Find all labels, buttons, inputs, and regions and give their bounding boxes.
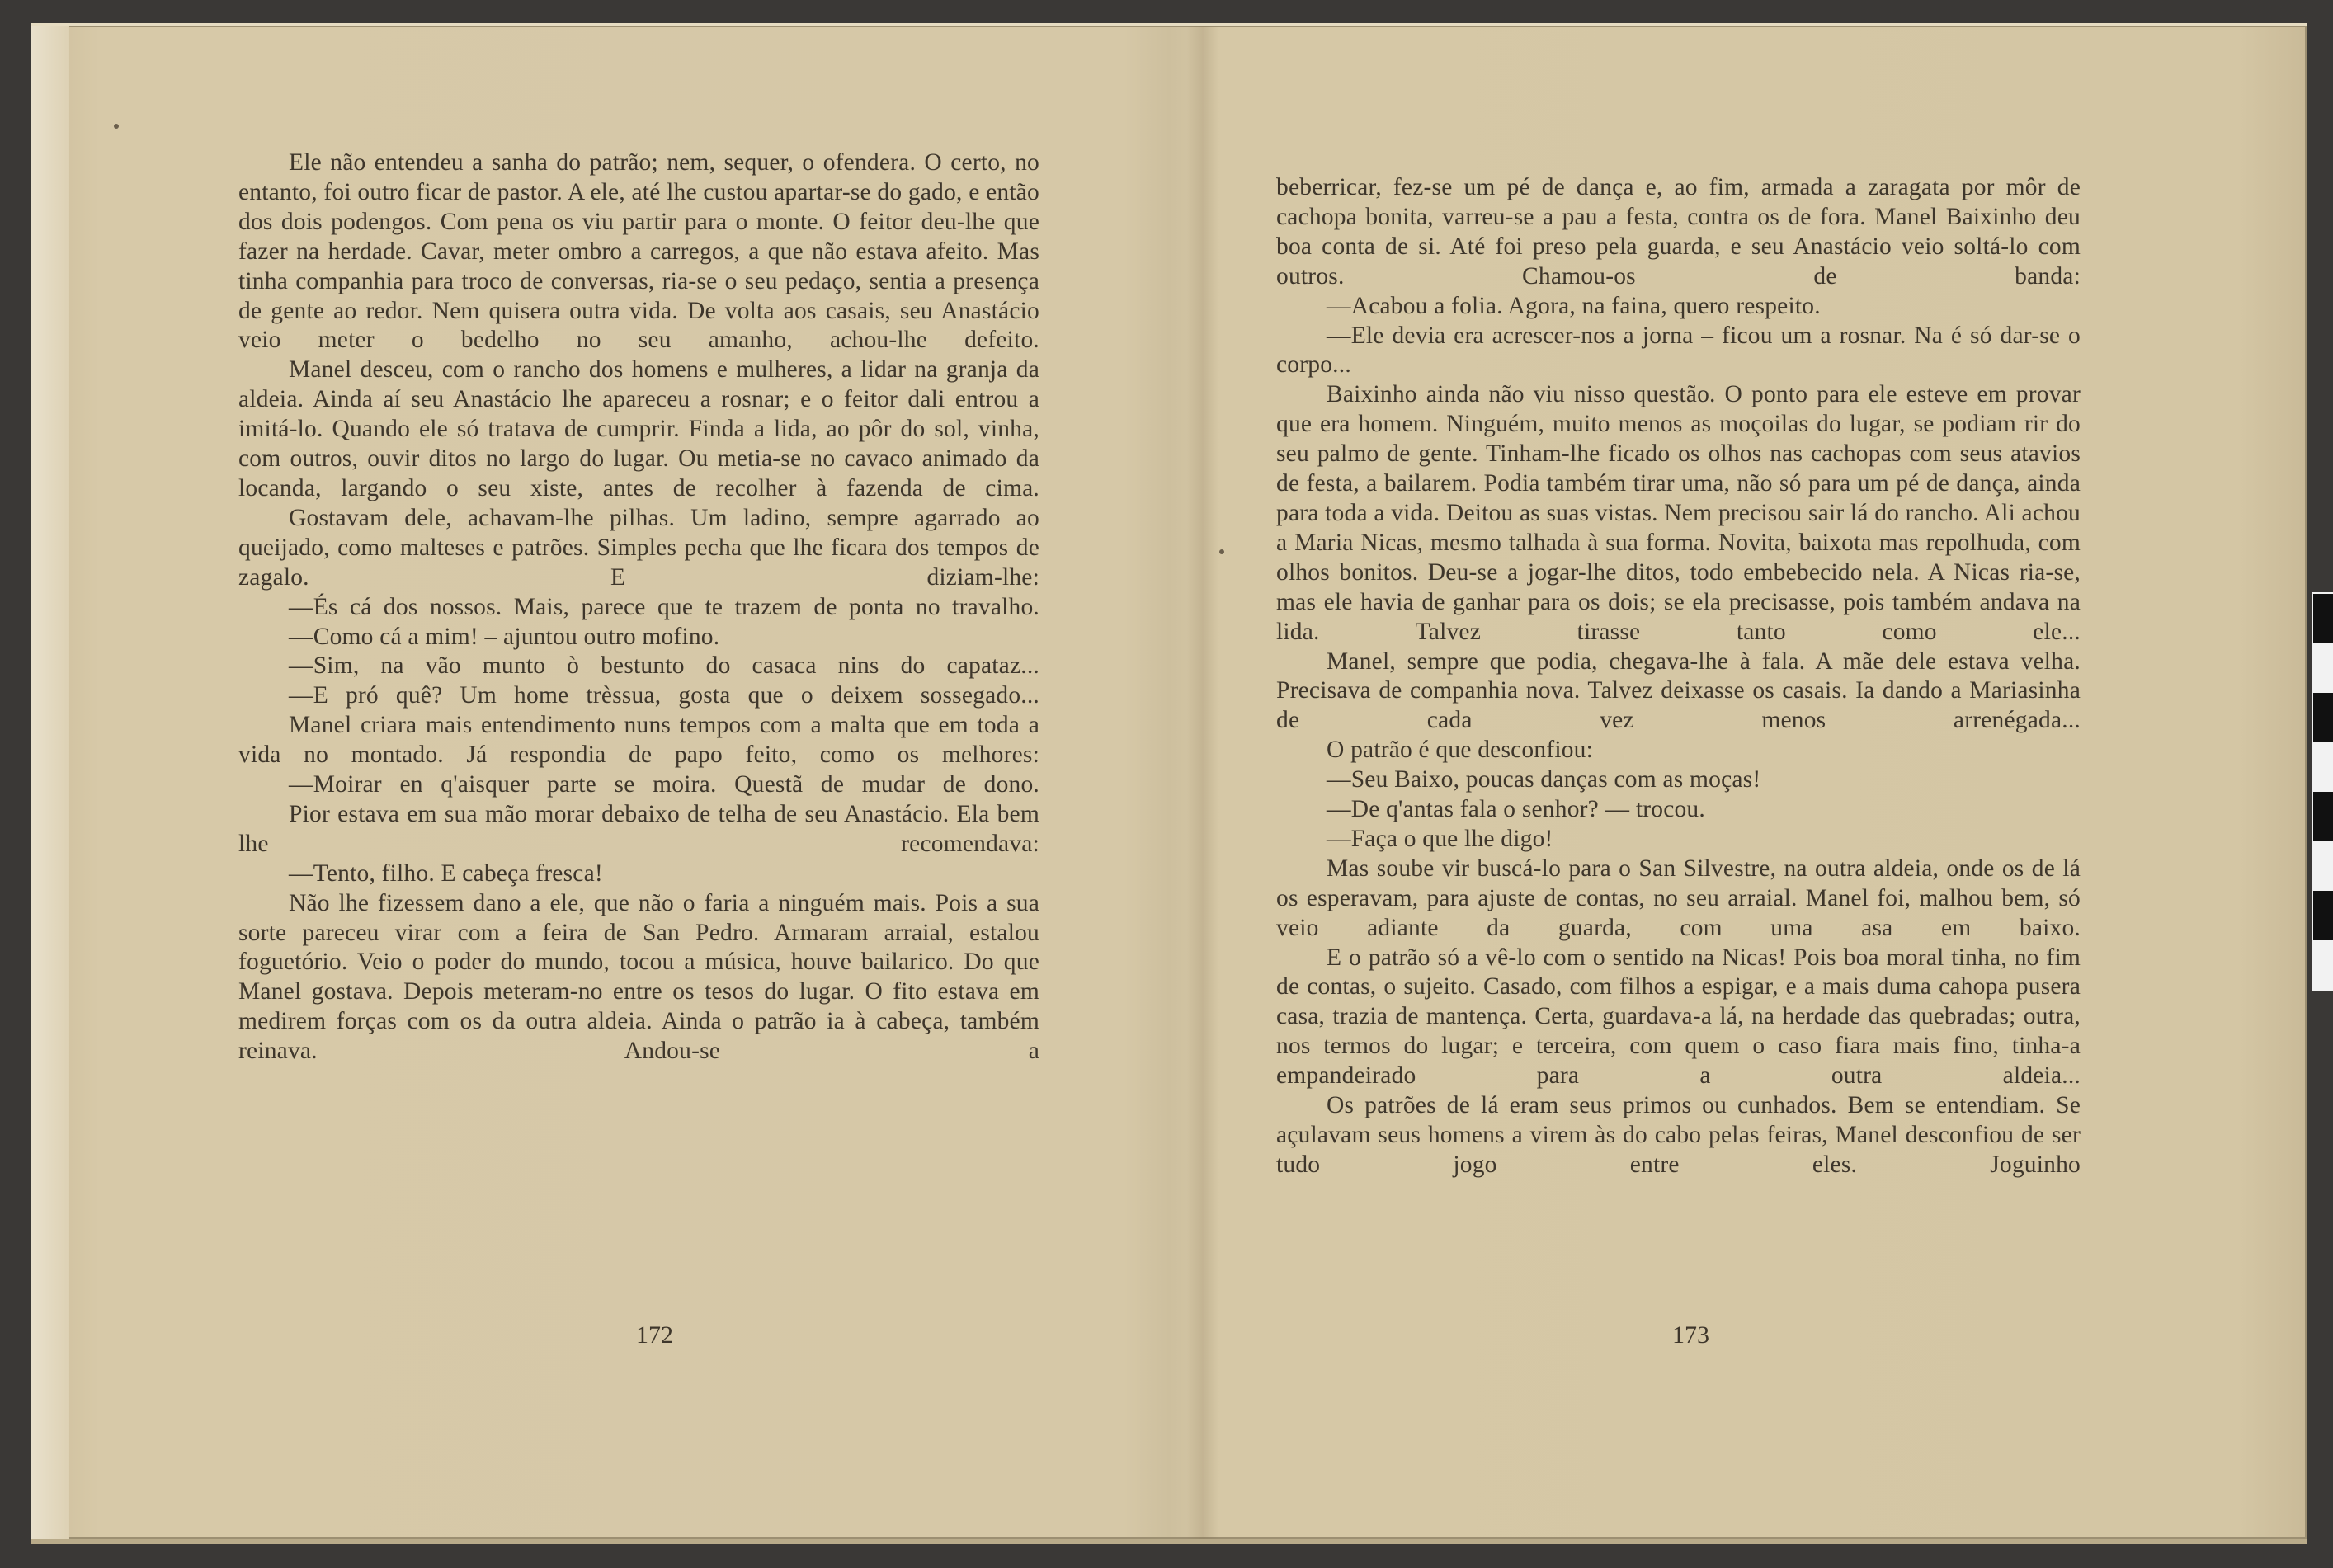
paragraph: beberricar, fez-se um pé de dança e, ao fim, armada a zaragata por môr de cachopa bonita, varreu-se a pau a festa, contra os de fora. Manel Baixinho deu boa conta de si. Até foi preso pela guarda, e seu Anastácio veio soltá-lo com outros. Chamou-os de banda: xyxy=(1276,174,2081,290)
paper-speck xyxy=(1219,549,1224,554)
paragraph: Mas soube vir buscá-lo para o San Silvestre, na outra aldeia, onde os de lá os esperavam, para ajuste de contas, no seu arraial. Manel foi, malhou bem, só veio adiante da guarda, com uma asa em baixo. xyxy=(1276,855,2081,941)
paragraph: E o patrão só a vê-lo com o sentido na Nicas! Pois boa moral tinha, no fim de contas, o sujeito. Casado, com filhos a espigar, e a mais duma cahopa pusera casa, trazia de mantença. Certa, guardava-a lá, na herdade das quebradas; outra, nos termos do lugar; e terceira, com quem o caso fiara mais fino, tinha-a empandeirado para a outra aldeia... xyxy=(1276,944,2081,1090)
paragraph: Ele não entendeu a sanha do patrão; nem, sequer, o ofendera. O certo, no entanto, foi outro ficar de pastor. A ele, até lhe custou apartar-se do gado, e então dos dois podengos. Com pena os viu partir para o monte. O feitor deu-lhe que fazer na herdade. Cavar, meter ombro a carregos, a que não estava afeito. Mas tinha companhia para troco de conversas, ria-se o seu pedaço, sentia a presença de gente ao redor. Nem quisera outra vida. De volta aos casais, seu Anastácio veio meter o bedelho no seu amanho, achou-lhe defeito. xyxy=(238,149,1039,354)
dialogue-line: —És cá dos nossos. Mais, parece que te trazem de ponta no travalho. xyxy=(289,593,1039,620)
paragraph: Não lhe fizessem dano a ele, que não o faria a ninguém mais. Pois a sua sorte pareceu virar com a feira de San Pedro. Armaram arraial, estalou foguetório. Veio o poder do mundo, tocou a música, houve bailarico. Do que Manel gostava. Depois meteram-no entre os tesos do lugar. O fito estava em medirem forças com os da outra aldeia. Ainda o patrão ia à cabeça, também reinava. Andou-se a xyxy=(238,889,1039,1065)
book-gutter xyxy=(1186,26,1219,1539)
page-number-left: 172 xyxy=(636,1321,673,1349)
dialogue-line: —Faça o que lhe digo! xyxy=(1327,825,1553,852)
paragraph: Manel desceu, com o rancho dos homens e mulheres, a lidar na granja da aldeia. Ainda aí seu Anastácio lhe apareceu a rosnar; e o feitor dali entrou a imitá-lo. Quando ele só tratava de cumprir. Finda a lida, ao pôr do sol, vinha, com outros, ouvir ditos no largo do lugar. Ou metia-se no cavaco animado da locanda, largando o seu xiste, antes de recolher à fazenda de cima. xyxy=(238,356,1039,501)
color-scale-bar xyxy=(2312,592,2333,991)
paper-speck xyxy=(114,124,119,129)
dialogue-line: —Ele devia era acrescer-nos a jorna – ficou um a rosnar. Na é só dar-se o corpo... xyxy=(1276,322,2081,379)
dialogue-line: —Seu Baixo, poucas danças com as moças! xyxy=(1327,766,1761,793)
paragraph: Pior estava em sua mão morar debaixo de telha de seu Anastácio. Ela bem lhe recomendava: xyxy=(238,800,1039,857)
paragraph: Gostavam dele, achavam-lhe pilhas. Um ladino, sempre agarrado ao queijado, como malteses e patrões. Simples pecha que lhe ficara dos tempos de zagalo. E diziam-lhe: xyxy=(238,504,1039,591)
left-page-text xyxy=(238,148,1039,1067)
dialogue-line: —Como cá a mim! – ajuntou outro mofino. xyxy=(289,623,720,650)
dialogue-line: —Moirar en q'aisquer parte se moira. Questã de mudar de dono. xyxy=(289,771,1039,798)
dialogue-line: —Acabou a folia. Agora, na faina, quero respeito. xyxy=(1327,292,1821,319)
paragraph: Manel criara mais entendimento nuns tempos com a malta que em toda a vida no montado. Já respondia de papo feito, como os melhores: xyxy=(238,712,1039,769)
dialogue-line: —Tento, filho. E cabeça fresca! xyxy=(289,859,603,887)
dialogue-line: —De q'antas fala o senhor? — trocou. xyxy=(1327,796,1705,823)
book-edge xyxy=(31,26,69,1539)
dialogue-line: —E pró quê? Um home trèssua, gosta que o deixem sossegado... xyxy=(289,682,1039,709)
dialogue-line: —Sim, na vão munto ò bestunto do casaca nins do capataz... xyxy=(289,652,1039,680)
paragraph: Baixinho ainda não viu nisso questão. O ponto para ele esteve em provar que era homem. Ninguém, muito menos as moçoilas do lugar, se podiam rir do seu palmo de gente. Tinham-lhe ficado os olhos nas cachopas com seus atavios de festa, a bailarem. Podia também tirar uma, não só para um pé de dança, ainda para toda a vida. Deitou as suas vistas. Nem precisou sair lá do rancho. Ali achou a Maria Nicas, mesmo talhada à sua forma. Novita, baixota mas repolhuda, com olhos bonitos. Deu-se a jogar-lhe ditos, todo embebecido nela. A Nicas ria-se, mas ele havia de ganhar para os dois; se ela precisasse, pois também andava na lida. Talvez tirasse tanto como ele... xyxy=(1276,381,2081,645)
page-number-right: 173 xyxy=(1672,1321,1709,1349)
paragraph: Manel, sempre que podia, chegava-lhe à fala. A mãe dele estava velha. Precisava de companhia nova. Talvez deixasse os casais. Ia dando a Mariasinha de cada vez menos arrenégada... xyxy=(1276,647,2081,734)
paragraph: O patrão é que desconfiou: xyxy=(1327,737,1594,764)
paragraph: Os patrões de lá eram seus primos ou cunhados. Bem se entendiam. Se açulavam seus homens a virem às do cabo pelas feiras, Manel desconfiou de ser tudo jogo entre eles. Joguinho xyxy=(1276,1092,2081,1178)
right-page-text xyxy=(1276,173,2081,1180)
